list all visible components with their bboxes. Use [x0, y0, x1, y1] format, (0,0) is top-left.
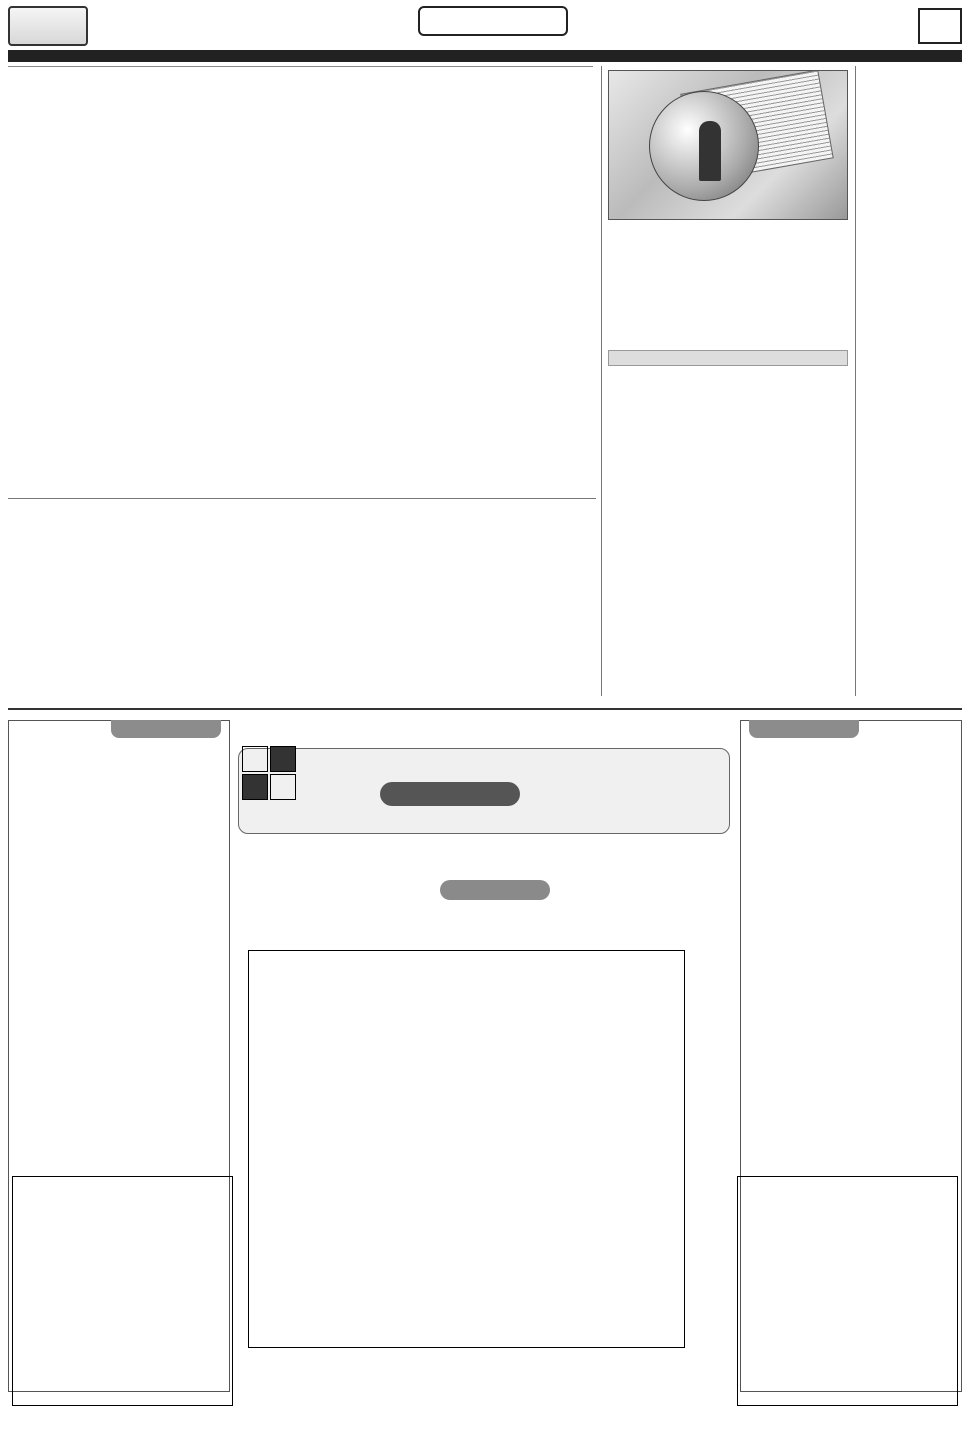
section-title: [418, 6, 568, 36]
header-subbar: [8, 50, 962, 62]
crossword-grid[interactable]: [248, 950, 685, 1348]
science-article: [306, 524, 596, 694]
crossword-number: [440, 880, 550, 900]
section-divider: [8, 708, 962, 710]
jvan-article: [608, 256, 848, 346]
special-solution-grid: [12, 1176, 233, 1406]
right-article: [860, 134, 960, 694]
page-number: [918, 8, 962, 44]
divider: [8, 498, 596, 499]
iran-article: [730, 426, 848, 698]
divider: [601, 66, 602, 696]
divider: [855, 66, 856, 696]
special-across: [15, 747, 221, 983]
normal-solution-grid: [737, 1176, 958, 1406]
normal-clue-title: [749, 720, 859, 738]
special-clue-title: [111, 720, 221, 738]
page-header: [8, 6, 962, 48]
reader-figure-icon: [699, 121, 721, 181]
logo-letter: [270, 746, 296, 772]
newspaper-logo: [8, 6, 88, 46]
article-illustration: [608, 70, 848, 220]
crossword-grid-wrap: [248, 950, 692, 1350]
logo-letter: [242, 774, 268, 800]
normal-down: [747, 989, 953, 1201]
science-article-cont: [8, 524, 298, 694]
special-down: [15, 989, 221, 1201]
logo-letter: [242, 746, 268, 772]
normal-across: [747, 747, 953, 983]
iran-article-cont: [608, 426, 726, 698]
gosht-caption: [608, 350, 848, 366]
main-headline: [8, 66, 593, 67]
logo-letter: [270, 774, 296, 800]
crossword-logo: [240, 740, 300, 800]
crossword-title: [380, 782, 520, 806]
